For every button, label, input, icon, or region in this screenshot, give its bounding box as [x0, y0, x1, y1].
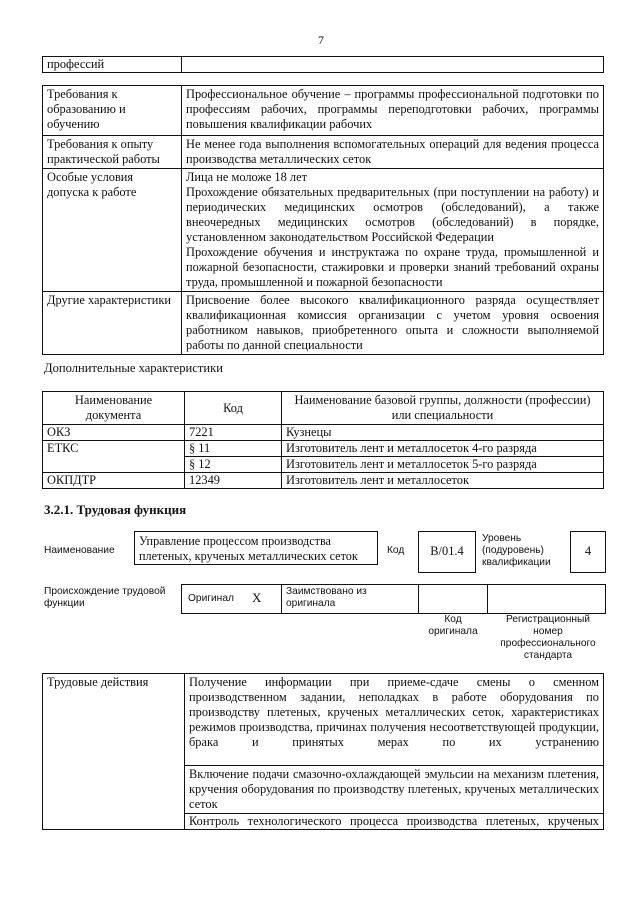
page-number: 7 — [318, 33, 324, 47]
header-code: Код — [185, 392, 282, 425]
function-name-value: Управление процессом производства плетеных, крученых металлических сеток — [134, 531, 378, 565]
cell-code: § 12 — [185, 457, 282, 473]
requirements-row — [43, 292, 604, 355]
action-item: Включение подачи смазочно-охлаждающей эмульсии на механизм плетения, кручения оборудования по производству плетеных, крученых металлических сеток — [185, 766, 604, 814]
cell-document: ОКПДТР — [43, 473, 185, 489]
requirement-label: Требования к образованию и обучению — [43, 86, 182, 136]
additional-table — [42, 391, 604, 489]
action-item: Контроль технологического процесса производства плетеных, крученых — [185, 814, 604, 830]
divider — [487, 584, 488, 613]
origin-code-caption: Код оригинала — [428, 614, 478, 637]
cell-document: ЕТКС — [43, 441, 185, 473]
function-level-label: Уровень (подуровень) квалификации — [482, 533, 551, 568]
function-code-value: B/01.4 — [418, 531, 476, 573]
requirement-value: Профессиональное обучение – программы профессиональной подготовки по профессиям рабочих, программы переподготовки рабочих, программы повышения квалификации рабочих — [182, 86, 604, 136]
header-group: Наименование базовой группы, должности (профессии) или специальности — [282, 392, 604, 425]
cell-code: 7221 — [185, 425, 282, 441]
top-fragment-label: профессий — [43, 57, 182, 73]
table-row — [43, 425, 604, 441]
origin-borrowed: Заимствовано из оригинала — [286, 586, 367, 609]
function-level-value: 4 — [570, 531, 606, 573]
requirement-label: Особые условия допуска к работе — [43, 169, 182, 292]
additional-title: Дополнительные характеристики — [44, 361, 223, 375]
requirement-label: Требования к опыту практической работы — [43, 136, 182, 169]
requirement-label: Другие характеристики — [43, 292, 182, 355]
divider — [418, 584, 419, 613]
action-item: Получение информации при приеме-сдаче смены о сменном производственном задании, неполадках в работе оборудования по производству плетеных, крученых металлических сеток, характеристиках режимов производства, причинах получения несоответствующей продукции, брака и принятых мерах по их устранению — [185, 674, 604, 766]
table-row — [43, 441, 604, 457]
requirement-line: Прохождение обязательных предварительных (при поступлении на работу) и периодических медицинских осмотров (обследований), а также внеочередных медицинских осмотров (обследований) в порядке, установленном законодательством Российской Федерации — [186, 185, 599, 244]
cell-group: Изготовитель лент и металлосеток — [282, 473, 604, 489]
requirement-value — [182, 169, 604, 292]
divider — [281, 584, 282, 613]
requirements-row — [43, 86, 604, 136]
header-document: Наименование документа — [43, 392, 185, 425]
function-name-label: Наименование — [44, 545, 115, 556]
cell-code: § 11 — [185, 441, 282, 457]
table-row — [43, 674, 604, 766]
function-code-label: Код — [387, 545, 405, 556]
top-fragment-value — [182, 57, 604, 73]
requirements-row — [43, 169, 604, 292]
requirements-table — [42, 85, 604, 355]
section-title: 3.2.1. Трудовая функция — [44, 502, 187, 517]
cell-code: 12349 — [185, 473, 282, 489]
top-fragment-table — [42, 56, 604, 73]
table-row — [43, 473, 604, 489]
requirement-value: Не менее года выполнения вспомогательных операций для ведения процесса производства металлических сеток — [182, 136, 604, 169]
origin-checkmark: X — [252, 590, 262, 605]
requirement-value: Присвоение более высокого квалификационного разряда осуществляет квалификационная комиссия организации с учетом уровня освоения работником навыков, приобретенного опыта и сложности выполняемой работы по данной специальности — [182, 292, 604, 355]
labor-actions-table — [42, 673, 604, 830]
origin-reg-caption: Регистрационный номер профессионального стандарта — [500, 614, 596, 661]
cell-group: Кузнецы — [282, 425, 604, 441]
additional-header-row — [43, 392, 604, 425]
requirement-line: Лица не моложе 18 лет — [186, 170, 308, 184]
requirements-row — [43, 136, 604, 169]
actions-label: Трудовые действия — [43, 674, 185, 830]
cell-document: ОКЗ — [43, 425, 185, 441]
cell-group: Изготовитель лент и металлосеток 4-го разряда — [282, 441, 604, 457]
cell-group: Изготовитель лент и металлосеток 5-го разряда — [282, 457, 604, 473]
requirement-line: Прохождение обучения и инструктажа по охране труда, промышленной и пожарной безопасности, стажировки и проверки знаний требований охраны труда, промышленной и пожарной безопасности — [186, 245, 599, 289]
origin-label: Происхождение трудовой функции — [44, 586, 166, 609]
origin-original: Оригинал — [188, 593, 234, 604]
